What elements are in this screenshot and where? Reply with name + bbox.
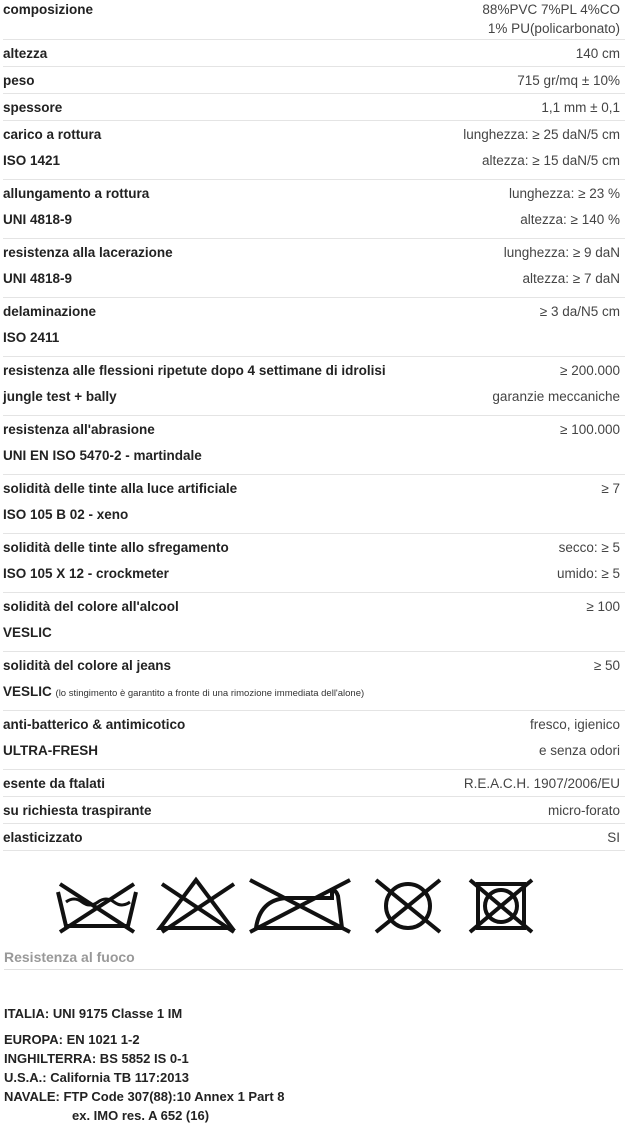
spec-value: ≥ 50	[593, 657, 620, 673]
spec-row	[3, 770, 625, 797]
spec-row	[3, 797, 625, 824]
spec-row	[3, 824, 625, 851]
spec-row	[3, 357, 625, 416]
spec-value: ≥ 200.000	[560, 362, 620, 378]
spec-value	[482, 0, 620, 39]
spec-value: 1,1 mm ± 0,1	[541, 99, 620, 115]
spec-value: R.E.A.C.H. 1907/2006/EU	[463, 775, 620, 791]
fire-europa: EUROPA: EN 1021 1-2	[4, 1032, 140, 1047]
spec-value-line: 88%PVC 7%PL 4%CO	[482, 2, 620, 17]
spec-label: delaminazione	[3, 303, 97, 319]
spec-standard	[3, 507, 128, 522]
spec-value-2: altezza: ≥ 7 daN	[522, 270, 620, 286]
spec-value-2: e senza odori	[538, 742, 620, 758]
do-not-bleach-icon	[148, 874, 246, 934]
spec-label: anti-batterico & antimicotico	[3, 716, 186, 732]
spec-standard-label: VESLIC	[3, 624, 52, 640]
spec-note: (lo stingimento è garantito a fronte di una rimozione immediata dell'alone)	[55, 687, 365, 699]
spec-label: carico a rottura	[3, 126, 102, 142]
spec-label: resistenza all'abrasione	[3, 421, 155, 437]
spec-value-line: 1% PU(policarbonato)	[487, 21, 620, 36]
spec-row	[3, 239, 625, 298]
spec-row	[3, 121, 625, 180]
spec-label: resistenza alla lacerazione	[3, 244, 173, 260]
spec-value: SI	[607, 829, 620, 845]
fire-inghilterra: INGHILTERRA: BS 5852 IS 0-1	[4, 1051, 189, 1066]
spec-value: lunghezza: ≥ 23 %	[509, 185, 620, 201]
spec-value: secco: ≥ 5	[558, 539, 620, 555]
spec-value-2: garanzie meccaniche	[492, 388, 620, 404]
spec-value-2: umido: ≥ 5	[557, 565, 620, 581]
spec-standard-label: ISO 1421	[3, 152, 61, 168]
fire-navale-2: ex. IMO res. A 652 (16)	[72, 1108, 210, 1123]
spec-label: su richiesta traspirante	[3, 802, 152, 818]
spec-value: lunghezza: ≥ 9 daN	[503, 244, 620, 260]
spec-standard	[3, 684, 364, 699]
spec-value: ≥ 3 da/N5 cm	[539, 303, 620, 319]
spec-row	[3, 534, 625, 593]
spec-label: solidità delle tinte allo sfregamento	[3, 539, 229, 555]
spec-row	[3, 40, 625, 67]
spec-label: esente da ftalati	[3, 775, 106, 791]
spec-label: altezza	[3, 45, 48, 61]
spec-row	[3, 593, 625, 652]
spec-row	[3, 67, 625, 94]
spec-standard-label: ISO 105 X 12 - crockmeter	[3, 565, 169, 581]
spec-value: micro-forato	[547, 802, 620, 818]
spec-label: peso	[3, 72, 35, 88]
spec-row	[3, 0, 625, 40]
spec-row	[3, 416, 625, 475]
spec-standard-label: jungle test + bally	[3, 388, 117, 404]
spec-standard	[3, 330, 59, 345]
spec-standard	[3, 448, 202, 463]
spec-value: fresco, igienico	[529, 716, 620, 732]
spec-standard-label: UNI EN ISO 5470-2 - martindale	[3, 447, 202, 463]
spec-standard	[3, 271, 72, 286]
do-not-iron-icon	[246, 874, 358, 934]
fire-navale: NAVALE: FTP Code 307(88):10 Annex 1 Part 8	[4, 1089, 285, 1104]
spec-standard-label: UNI 4818-9	[3, 270, 73, 286]
spec-value: 715 gr/mq ± 10%	[517, 72, 620, 88]
spec-row	[3, 652, 625, 711]
spec-value: lunghezza: ≥ 25 daN/5 cm	[463, 126, 620, 142]
spec-row	[3, 94, 625, 121]
spec-value: 140 cm	[575, 45, 620, 61]
spec-standard	[3, 743, 98, 758]
fire-usa: U.S.A.: California TB 117:2013	[4, 1070, 189, 1085]
fire-resistance-title: Resistenza al fuoco	[4, 949, 623, 970]
spec-standard-label: ISO 2411	[3, 329, 60, 345]
fire-italia: ITALIA: UNI 9175 Classe 1 IM	[4, 1006, 183, 1021]
spec-standard	[3, 566, 169, 581]
spec-row	[3, 711, 625, 770]
spec-standard	[3, 389, 117, 404]
spec-label: resistenza alle flessioni ripetute dopo 4 settimane di idrolisi	[3, 362, 386, 378]
spec-value: ≥ 100	[586, 598, 620, 614]
spec-row	[3, 298, 625, 357]
spec-label: elasticizzato	[3, 829, 83, 845]
spec-label: spessore	[3, 99, 63, 115]
spec-standard	[3, 153, 60, 168]
spec-label: solidità del colore al jeans	[3, 657, 172, 673]
spec-label: allungamento a rottura	[3, 185, 150, 201]
spec-value: ≥ 7	[601, 480, 620, 496]
spec-label: composizione	[3, 2, 94, 17]
spec-value-2: altezza: ≥ 140 %	[520, 211, 620, 227]
care-icons	[0, 859, 632, 949]
spec-value-2: altezza: ≥ 15 daN/5 cm	[482, 152, 620, 168]
spec-value: ≥ 100.000	[560, 421, 620, 437]
do-not-wash-icon	[50, 874, 148, 934]
spec-standard-label: ISO 105 B 02 - xeno	[3, 506, 129, 522]
spec-standard	[3, 212, 72, 227]
fire-standards	[4, 1004, 632, 1125]
spec-row	[3, 475, 625, 534]
spec-standard	[3, 625, 52, 640]
spec-standard-label: ULTRA-FRESH	[3, 742, 98, 758]
do-not-tumble-dry-icon	[456, 874, 554, 934]
spec-standard-label: UNI 4818-9	[3, 211, 73, 227]
spec-label: solidità delle tinte alla luce artificiale	[3, 480, 238, 496]
spec-row	[3, 180, 625, 239]
spec-label: solidità del colore all'alcool	[3, 598, 179, 614]
do-not-dry-clean-icon	[358, 874, 456, 934]
spec-standard-label: VESLIC	[3, 683, 52, 699]
